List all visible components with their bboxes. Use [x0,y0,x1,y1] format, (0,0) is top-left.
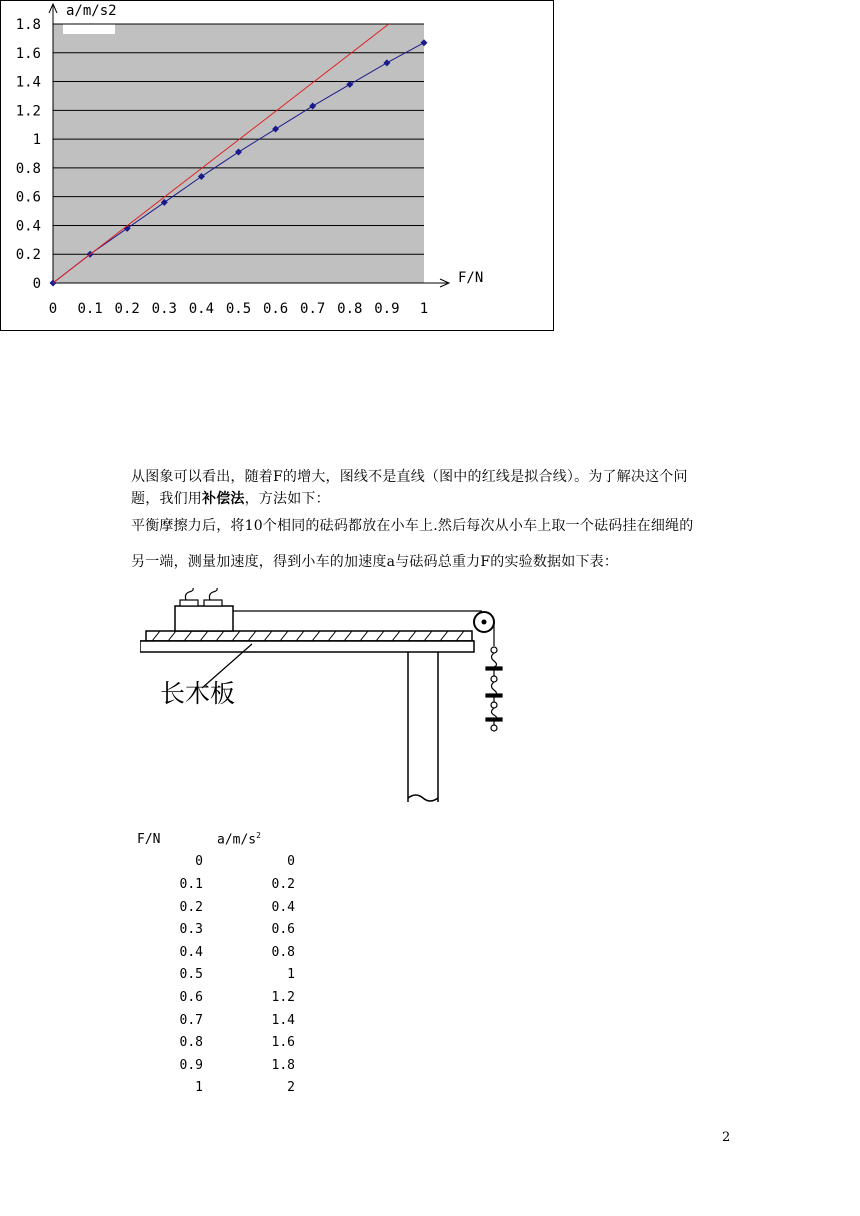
legend-box [63,24,115,34]
y-tick-label: 0.2 [15,247,41,264]
cell-acceleration: 0.4 [271,899,295,915]
table-row [137,1031,295,1054]
paragraph-1 [131,466,731,510]
hanging-weights [486,647,502,731]
table-row [137,873,295,896]
y-tick-label: 1.4 [15,74,41,91]
para1-text-b: ，方法如下： [244,491,330,507]
cell-acceleration: 1.6 [271,1035,295,1051]
table-header-row [137,828,295,851]
cell-force: 0.3 [179,922,203,938]
x-tick-label: 1 [419,301,429,317]
cell-acceleration: 0.6 [271,922,295,938]
chart-frame [0,0,554,331]
cell-acceleration: 1.4 [271,1012,295,1028]
cell-force: 0.2 [179,899,203,915]
x-tick-label: 0.8 [337,301,363,317]
y-tick-label: 0.6 [15,189,41,206]
cell-acceleration: 0.2 [271,876,295,892]
x-tick-label: 0.1 [77,301,103,317]
para2-line1: 平衡摩擦力后，将10个相同的砝码都放在小车上.然后每次从小车上取一个砝码挂在细绳的 [131,518,694,534]
data-table [137,828,295,1099]
x-tick-label: 0.3 [151,301,177,317]
para1-line2 [131,488,731,510]
cell-force: 1 [195,1080,203,1096]
table-row [137,1077,295,1100]
y-tick-label: 1.8 [15,17,41,33]
page-number: 2 [722,1130,731,1145]
column-header-acceleration: $a/m/s^2$ [217,831,261,848]
column-header-force: F/N [137,831,161,847]
x-tick-label: 0.9 [374,301,400,317]
table-row [137,1009,295,1032]
cell-force: 0.4 [179,944,203,960]
table-row [137,986,295,1009]
cell-acceleration: 1.8 [271,1057,295,1073]
x-tick-label: 0.4 [188,301,215,317]
cell-acceleration: 0.8 [271,944,295,960]
cell-force: 0.5 [179,967,203,983]
x-tick-label: 0.5 [225,301,252,317]
cell-acceleration: 0 [287,854,295,870]
y-tick-label: 1 [32,132,41,149]
cell-acceleration: 1 [287,967,295,983]
x-axis-label: F/N [458,270,484,286]
para1-line1: 从图象可以看出，随着F的增大，图线不是直线（图中的红线是拟合线）。为了解决这个问 [131,469,688,485]
y-tick-label: 0 [32,276,41,292]
x-tick-label: 0 [48,301,58,317]
compensation-method-term: 补偿法 [202,491,245,507]
cell-force: 0 [195,854,203,870]
cell-force: 0.8 [179,1035,203,1051]
pulley [474,612,494,646]
y-tick-label: 1.6 [15,45,41,62]
table-row [137,1054,295,1077]
x-tick-label: 0.6 [262,301,289,317]
table-row [137,918,295,941]
para1-text-a: 题，我们用 [131,491,202,507]
cell-force: 0.7 [179,1012,203,1028]
cell-force: 0.6 [179,989,203,1005]
x-tick-label: 0.2 [114,301,140,317]
cell-acceleration: 2 [287,1080,295,1096]
x-tick-label: 0.7 [300,301,326,317]
table-row [137,896,295,919]
cart [175,588,233,631]
cell-force: 0.9 [179,1057,203,1073]
cell-force: 0.1 [179,876,203,892]
table-row [137,964,295,987]
table-body [137,851,295,1100]
y-axis-label: a/m/s2 [66,3,117,19]
paragraph-2 [131,515,731,573]
table-leg [408,652,438,802]
acceleration-force-chart [0,0,554,331]
table-row [137,851,295,874]
table-row [137,941,295,964]
cell-acceleration: 1.2 [271,989,295,1005]
para2-line2: 另一端，测量加速度，得到小车的加速度a与砝码总重力F的实验数据如下表： [131,554,619,570]
y-tick-label: 0.4 [15,218,41,235]
y-tick-label: 1.2 [15,103,41,120]
long-board [140,631,474,652]
y-tick-label: 0.8 [15,160,41,177]
long-board-label: 长木板 [160,679,236,708]
